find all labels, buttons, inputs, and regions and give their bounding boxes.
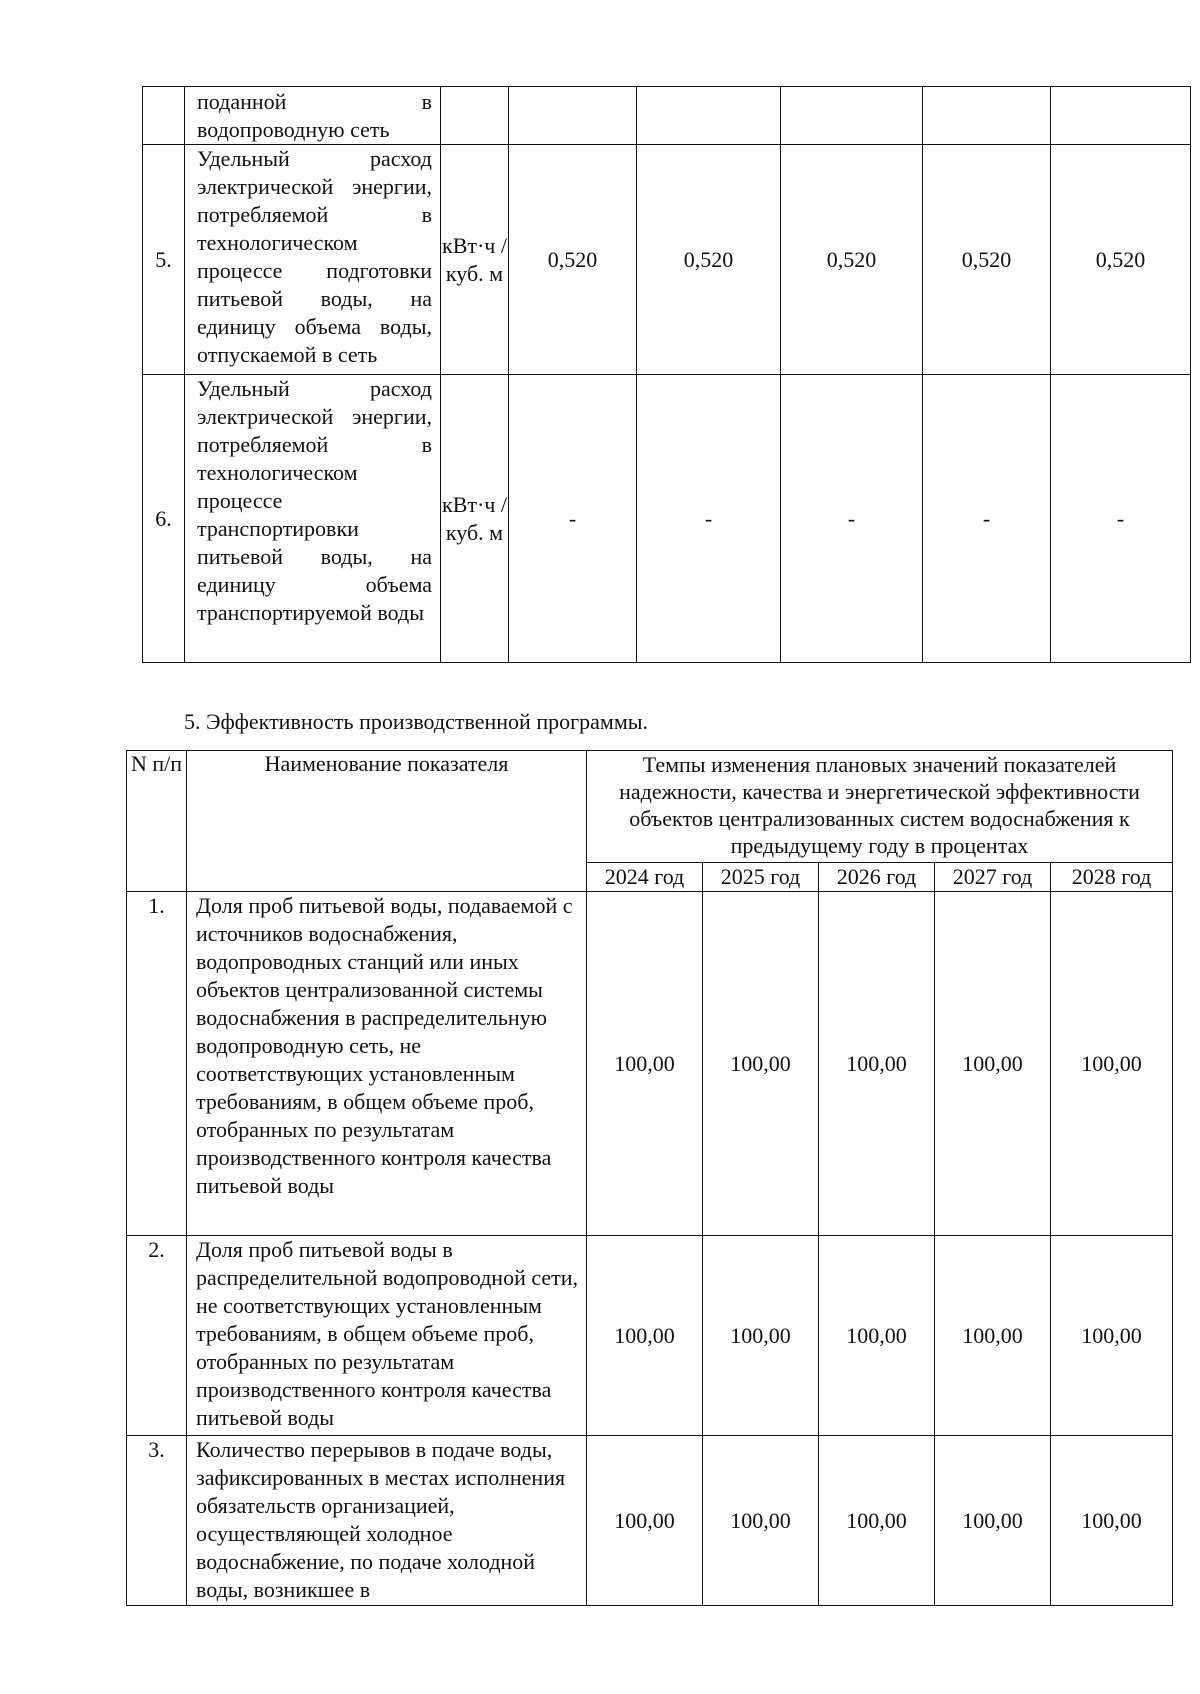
value-cell: 100,00 xyxy=(703,892,819,1236)
indicator-name: Количество перерывов в подаче воды, зафиксированных в местах исполнения обязательств организацией, осуществляющей холодное водоснабжение, по подаче холодной воды, возникшее в xyxy=(187,1436,587,1606)
header-row xyxy=(127,751,1173,863)
year-header: 2025 год xyxy=(703,863,819,892)
indicators-table-continued xyxy=(142,86,1191,663)
table-row xyxy=(143,87,1191,145)
value-cell: - xyxy=(1051,375,1191,663)
unit-cell xyxy=(441,87,509,145)
row-number: 1. xyxy=(127,892,187,1236)
indicator-name: Доля проб питьевой воды, подаваемой с источников водоснабжения, водопроводных станций или иных объектов централизованной системы водоснабжения в распределительную водопроводную сеть, не соответствующих установленным требованиям, в общем объеме проб, отобранных по результатам производственного контроля качества питьевой воды xyxy=(187,892,587,1236)
value-cell: 100,00 xyxy=(703,1436,819,1606)
value-cell: 100,00 xyxy=(587,1436,703,1606)
value-cell xyxy=(509,87,637,145)
column-header-number: N п/п xyxy=(127,751,187,892)
value-cell: 100,00 xyxy=(819,892,935,1236)
value-cell: 100,00 xyxy=(935,1236,1051,1436)
value-cell: 0,520 xyxy=(923,145,1051,375)
table-row xyxy=(143,375,1191,663)
indicator-name: поданной в водопроводную сеть xyxy=(185,87,441,145)
value-cell: 100,00 xyxy=(819,1436,935,1606)
table-row xyxy=(127,892,1173,1236)
value-cell xyxy=(637,87,781,145)
value-cell xyxy=(781,87,923,145)
value-cell: 100,00 xyxy=(935,892,1051,1236)
value-cell: - xyxy=(637,375,781,663)
column-header-tempo: Темпы изменения плановых значений показателей надежности, качества и энергетической эффективности объектов централизованных систем водоснабжения к предыдущему году в процентах xyxy=(587,751,1173,863)
value-cell: 100,00 xyxy=(1051,1236,1173,1436)
row-number: 3. xyxy=(127,1436,187,1606)
value-cell: 0,520 xyxy=(509,145,637,375)
value-cell: 0,520 xyxy=(781,145,923,375)
value-cell: 0,520 xyxy=(1051,145,1191,375)
value-cell xyxy=(1051,87,1191,145)
value-cell: - xyxy=(509,375,637,663)
row-number xyxy=(143,87,185,145)
year-header: 2024 год xyxy=(587,863,703,892)
value-cell: 100,00 xyxy=(935,1436,1051,1606)
value-cell: - xyxy=(781,375,923,663)
value-cell xyxy=(923,87,1051,145)
value-cell: 0,520 xyxy=(637,145,781,375)
value-cell: 100,00 xyxy=(587,1236,703,1436)
value-cell: 100,00 xyxy=(703,1236,819,1436)
row-number: 6. xyxy=(143,375,185,663)
value-cell: 100,00 xyxy=(1051,1436,1173,1606)
value-cell: - xyxy=(923,375,1051,663)
column-header-name: Наименование показателя xyxy=(187,751,587,892)
section-heading: 5. Эффективность производственной программы. xyxy=(184,709,649,734)
year-header: 2028 год xyxy=(1051,863,1173,892)
table-row xyxy=(127,1236,1173,1436)
unit-cell: кВт·ч / куб. м xyxy=(441,145,509,375)
year-header: 2027 год xyxy=(935,863,1051,892)
value-cell: 100,00 xyxy=(1051,892,1173,1236)
program-efficiency-table xyxy=(126,750,1173,1606)
value-cell: 100,00 xyxy=(819,1236,935,1436)
value-cell: 100,00 xyxy=(587,892,703,1236)
row-number: 2. xyxy=(127,1236,187,1436)
indicator-name: Удельный расход электрической энергии, потребляемой в технологическом процессе транспортировки питьевой воды, на единицу объема транспортируемой воды xyxy=(185,375,441,663)
row-number: 5. xyxy=(143,145,185,375)
indicator-name: Доля проб питьевой воды в распределительной водопроводной сети, не соответствующих установленным требованиям, в общем объеме проб, отобранных по результатам производственного контроля качества питьевой воды xyxy=(187,1236,587,1436)
unit-cell: кВт·ч / куб. м xyxy=(441,375,509,663)
table-row xyxy=(127,1436,1173,1606)
table-row xyxy=(143,145,1191,375)
year-header: 2026 год xyxy=(819,863,935,892)
indicator-name: Удельный расход электрической энергии, потребляемой в технологическом процессе подготовки питьевой воды, на единицу объема воды, отпускаемой в сеть xyxy=(185,145,441,375)
